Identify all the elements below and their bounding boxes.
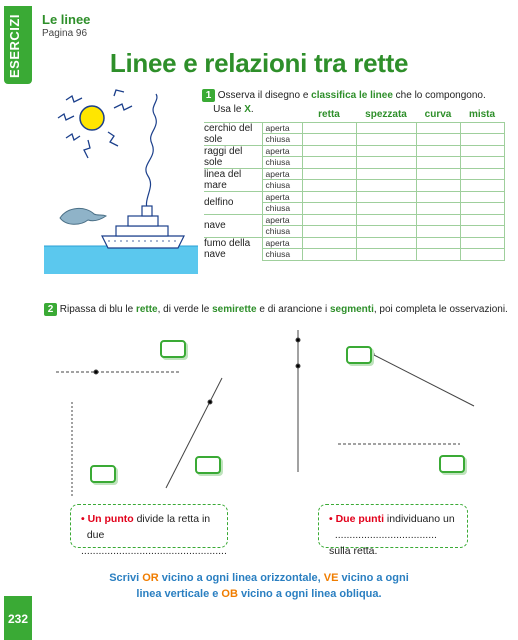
answer-cell[interactable] bbox=[356, 203, 416, 215]
col-mista: mista bbox=[468, 109, 496, 121]
answer-cell[interactable] bbox=[356, 134, 416, 146]
table-row bbox=[204, 191, 504, 203]
answer-cell[interactable] bbox=[302, 122, 356, 134]
answer-cell[interactable] bbox=[416, 214, 460, 226]
sea-scene-drawing bbox=[44, 88, 198, 274]
row-sublabel: aperta bbox=[262, 168, 302, 180]
answer-cell[interactable] bbox=[302, 214, 356, 226]
answer-cell[interactable] bbox=[302, 180, 356, 192]
exercise-1-instructions: 1 Osserva il disegno e classifica le linee che lo compongono. Usa le X. bbox=[202, 89, 486, 117]
row-sublabel: aperta bbox=[262, 191, 302, 203]
row-sublabel: chiusa bbox=[262, 203, 302, 215]
illustration bbox=[44, 88, 198, 274]
dolphin-icon bbox=[60, 208, 106, 224]
col-retta: retta bbox=[318, 109, 340, 121]
answer-box-3[interactable] bbox=[90, 465, 116, 483]
answer-cell[interactable] bbox=[302, 145, 356, 157]
answer-cell[interactable] bbox=[356, 122, 416, 134]
answer-cell[interactable] bbox=[460, 203, 504, 215]
sun-icon bbox=[80, 106, 104, 130]
table-row bbox=[204, 214, 504, 226]
answer-cell[interactable] bbox=[356, 214, 416, 226]
answer-cell[interactable] bbox=[356, 191, 416, 203]
answer-cell[interactable] bbox=[416, 122, 460, 134]
answer-cell[interactable] bbox=[302, 134, 356, 146]
classification-table bbox=[204, 108, 505, 261]
answer-cell[interactable] bbox=[416, 157, 460, 169]
answer-cell[interactable] bbox=[460, 214, 504, 226]
row-sublabel: aperta bbox=[262, 237, 302, 249]
answer-cell[interactable] bbox=[460, 180, 504, 192]
answer-cell[interactable] bbox=[460, 226, 504, 238]
ship-icon bbox=[102, 206, 184, 248]
answer-cell[interactable] bbox=[356, 180, 416, 192]
page-reference: Pagina 96 bbox=[42, 28, 88, 39]
table-row bbox=[204, 122, 504, 134]
sidebar bbox=[0, 0, 34, 640]
section-label: ESERCIZI bbox=[7, 14, 22, 78]
observation-note-right: • Due punti individuano un ................................... sulla retta. bbox=[318, 504, 468, 548]
point-b bbox=[208, 400, 212, 404]
chapter-title: Le linee bbox=[42, 12, 91, 27]
row-sublabel: chiusa bbox=[262, 226, 302, 238]
answer-cell[interactable] bbox=[302, 168, 356, 180]
exercise-2-instructions: 2 Ripassa di blu le rette, di verde le semirette e di arancione i segmenti, poi completa le osservazioni. bbox=[44, 303, 508, 316]
answer-cell[interactable] bbox=[356, 157, 416, 169]
page-number: 232 bbox=[7, 612, 29, 626]
answer-cell[interactable] bbox=[356, 249, 416, 261]
smoke bbox=[146, 94, 157, 212]
answer-cell[interactable] bbox=[302, 191, 356, 203]
row-label: fumo della nave bbox=[204, 237, 262, 260]
col-curva: curva bbox=[424, 109, 452, 121]
answer-cell[interactable] bbox=[416, 134, 460, 146]
answer-cell[interactable] bbox=[416, 237, 460, 249]
sea bbox=[44, 246, 198, 274]
answer-cell[interactable] bbox=[302, 237, 356, 249]
table-row bbox=[204, 145, 504, 157]
answer-cell[interactable] bbox=[460, 168, 504, 180]
row-sublabel: aperta bbox=[262, 122, 302, 134]
answer-cell[interactable] bbox=[416, 249, 460, 261]
row-sublabel: aperta bbox=[262, 145, 302, 157]
row-sublabel: aperta bbox=[262, 214, 302, 226]
answer-cell[interactable] bbox=[416, 191, 460, 203]
row-sublabel: chiusa bbox=[262, 134, 302, 146]
exercise-1-number: 1 bbox=[202, 89, 215, 102]
answer-box-5[interactable] bbox=[439, 455, 465, 473]
answer-cell[interactable] bbox=[460, 134, 504, 146]
answer-cell[interactable] bbox=[460, 237, 504, 249]
row-label: nave bbox=[204, 214, 262, 237]
answer-cell[interactable] bbox=[302, 157, 356, 169]
oblique-line-2 bbox=[372, 354, 474, 406]
col-spezzata: spezzata bbox=[365, 109, 407, 121]
answer-cell[interactable] bbox=[302, 249, 356, 261]
point-a bbox=[94, 370, 98, 374]
row-label: linea del mare bbox=[204, 168, 262, 191]
footer-instruction: Scrivi OR vicino a ogni linea orizzontale, VE vicino a ogni linea verticale e OB vicino a ogni linea obliqua. bbox=[109, 572, 409, 600]
answer-cell[interactable] bbox=[416, 226, 460, 238]
answer-cell[interactable] bbox=[302, 226, 356, 238]
observation-note-left: • Un punto divide la retta in due .................................................. bbox=[70, 504, 228, 548]
answer-cell[interactable] bbox=[460, 145, 504, 157]
row-label: raggi del sole bbox=[204, 145, 262, 168]
point-c bbox=[296, 338, 300, 342]
answer-cell[interactable] bbox=[416, 168, 460, 180]
answer-cell[interactable] bbox=[356, 168, 416, 180]
table-row bbox=[204, 237, 504, 249]
answer-cell[interactable] bbox=[460, 191, 504, 203]
answer-cell[interactable] bbox=[416, 203, 460, 215]
answer-cell[interactable] bbox=[460, 249, 504, 261]
row-sublabel: chiusa bbox=[262, 180, 302, 192]
exercise-2-number: 2 bbox=[44, 303, 57, 316]
answer-cell[interactable] bbox=[356, 145, 416, 157]
answer-cell[interactable] bbox=[460, 122, 504, 134]
answer-cell[interactable] bbox=[460, 157, 504, 169]
row-label: cerchio del sole bbox=[204, 122, 262, 145]
answer-box-2[interactable] bbox=[346, 346, 372, 364]
row-label: delfino bbox=[204, 191, 262, 214]
page-title: Linee e relazioni tra rette bbox=[109, 48, 409, 78]
answer-box-1[interactable] bbox=[160, 340, 186, 358]
answer-cell[interactable] bbox=[356, 226, 416, 238]
answer-cell[interactable] bbox=[416, 180, 460, 192]
answer-cell[interactable] bbox=[356, 237, 416, 249]
row-sublabel: chiusa bbox=[262, 157, 302, 169]
answer-box-4[interactable] bbox=[195, 456, 221, 474]
answer-cell[interactable] bbox=[416, 145, 460, 157]
table-row bbox=[204, 168, 504, 180]
point-d bbox=[296, 364, 300, 368]
row-sublabel: chiusa bbox=[262, 249, 302, 261]
answer-cell[interactable] bbox=[302, 203, 356, 215]
